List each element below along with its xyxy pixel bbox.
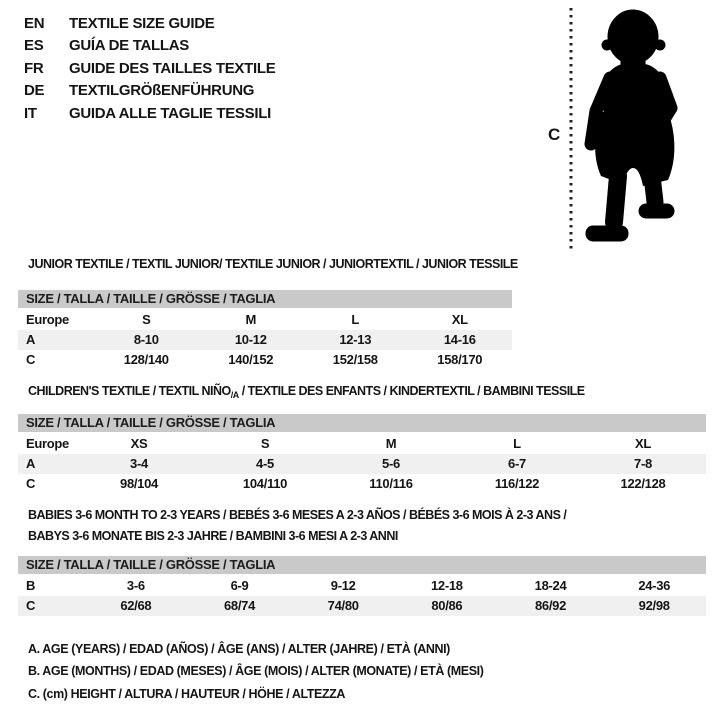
size-cell: 18-24 <box>534 578 567 593</box>
row-label: B <box>26 578 36 593</box>
size-cell: 8-10 <box>133 332 159 347</box>
section-title-babies-line2: BABYS 3-6 MONATE BIS 2-3 JAHRE / BAMBINI 3-6 MESI A 2-3 ANNI <box>28 529 398 543</box>
size-cell: 116/122 <box>494 476 540 491</box>
size-cell: 6-7 <box>508 456 526 471</box>
size-cell: M <box>245 312 257 327</box>
section-title-babies-line1: BABIES 3-6 MONTH TO 2-3 YEARS / BEBÉS 3-6 MESES A 2-3 AÑOS / BÉBÉS 3-6 MOIS À 2-3 ANS / <box>28 508 567 522</box>
section-title-children-prefix: CHILDREN'S TEXTILE / TEXTIL NIÑO <box>28 384 231 398</box>
size-cell: 6-9 <box>230 578 249 593</box>
row-label: Europe <box>26 312 69 327</box>
height-label-c: C <box>548 125 561 144</box>
row-label: Europe <box>26 436 69 451</box>
language-title: GUIDE DES TAILLES TEXTILE <box>69 59 276 77</box>
size-cell: 10-12 <box>234 332 267 347</box>
row-label: A <box>26 456 36 471</box>
size-cell: 140/152 <box>228 352 274 367</box>
language-title-list <box>24 13 275 125</box>
language-title: TEXTILGRÖßENFÜHRUNG <box>69 82 255 100</box>
language-code: IT <box>24 104 37 122</box>
size-cell: 3-6 <box>126 578 145 593</box>
size-cell: L <box>513 436 521 451</box>
row-label: C <box>26 352 36 367</box>
language-code: DE <box>24 82 45 100</box>
toddler-silhouette <box>586 10 674 241</box>
row-label: A <box>26 332 36 347</box>
language-code: ES <box>24 37 44 55</box>
size-cell: 74/80 <box>327 598 359 613</box>
size-cell: 12-18 <box>430 578 463 593</box>
language-title: TEXTILE SIZE GUIDE <box>69 15 215 32</box>
table-row-height <box>18 474 706 494</box>
section-title-children-suffix: / TEXTILE DES ENFANTS / KINDERTEXTIL / BAMBINI TESSILE <box>238 384 585 398</box>
table-row-age-years <box>18 330 512 350</box>
size-cell: 110/116 <box>369 476 413 491</box>
size-cell: S <box>142 312 151 327</box>
table-row-height <box>18 350 512 370</box>
size-header-bar: SIZE / TALLA / TAILLE / GRÖSSE / TAGLIA <box>18 290 512 308</box>
size-table-junior <box>18 290 512 370</box>
footnote-a: A. AGE (YEARS) / EDAD (AÑOS) / ÂGE (ANS) / ALTER (JAHRE) / ETÀ (ANNI) <box>28 642 450 656</box>
size-cell: 80/86 <box>431 598 463 613</box>
size-header-bar: SIZE / TALLA / TAILLE / GRÖSSE / TAGLIA <box>18 414 706 432</box>
size-cell: 3-4 <box>130 456 148 471</box>
section-title-junior: JUNIOR TEXTILE / TEXTIL JUNIOR/ TEXTILE JUNIOR / JUNIORTEXTIL / JUNIOR TESSILE <box>28 257 518 271</box>
size-cell: 104/110 <box>242 476 288 491</box>
language-title: GUIDA ALLE TAGLIE TESSILI <box>69 104 271 122</box>
size-cell: 12-13 <box>339 332 372 347</box>
language-row-es <box>24 35 275 57</box>
language-row-fr <box>24 58 275 80</box>
size-cell: M <box>385 436 397 451</box>
size-table-children <box>18 414 706 494</box>
table-row-age-months <box>18 576 706 596</box>
size-cell: 98/104 <box>120 476 158 491</box>
section-title-children-subscript: /A <box>230 390 239 400</box>
language-title: GUÍA DE TALLAS <box>69 37 189 55</box>
size-cell: XL <box>451 312 468 327</box>
table-row-age-years <box>18 454 706 474</box>
size-cell: 68/74 <box>223 598 256 613</box>
size-cell: 5-6 <box>382 456 400 471</box>
size-cell: 62/68 <box>120 598 152 613</box>
size-cell: 4-5 <box>256 456 274 471</box>
size-cell: 14-16 <box>443 332 476 347</box>
size-cell: 86/92 <box>535 598 567 613</box>
size-cell: 24-36 <box>638 578 671 593</box>
language-row-de <box>24 80 275 102</box>
language-row-it <box>24 103 275 125</box>
size-cell: XS <box>130 436 148 451</box>
size-cell: XL <box>634 436 651 451</box>
row-label: C <box>26 598 36 613</box>
language-code: EN <box>24 15 45 32</box>
table-row-europe <box>18 310 512 330</box>
height-figure <box>540 2 710 254</box>
size-cell: 9-12 <box>330 578 356 593</box>
legend-notes <box>28 638 484 705</box>
size-cell: L <box>351 312 360 327</box>
table-row-height <box>18 596 706 616</box>
size-cell: 122/128 <box>620 476 666 491</box>
size-cell: S <box>260 436 270 451</box>
section-title-children <box>28 384 585 400</box>
footnote-c: C. (cm) HEIGHT / ALTURA / HAUTEUR / HÖHE / ALTEZZA <box>28 686 346 701</box>
footnote-b: B. AGE (MONTHS) / EDAD (MESES) / ÂGE (MOIS) / ALTER (MONATE) / ETÀ (MESI) <box>28 664 484 679</box>
language-code: FR <box>24 59 44 77</box>
size-cell: 7-8 <box>634 456 652 471</box>
language-row-en <box>24 13 275 35</box>
size-header-bar: SIZE / TALLA / TAILLE / GRÖSSE / TAGLIA <box>18 556 706 574</box>
size-cell: 128/140 <box>123 352 169 367</box>
section-title-babies <box>28 505 566 547</box>
size-cell: 152/158 <box>332 352 378 367</box>
row-label: C <box>26 476 36 491</box>
table-row-europe <box>18 434 706 454</box>
size-cell: 92/98 <box>638 598 670 613</box>
size-table-babies <box>18 556 706 616</box>
size-cell: 158/170 <box>437 352 483 367</box>
